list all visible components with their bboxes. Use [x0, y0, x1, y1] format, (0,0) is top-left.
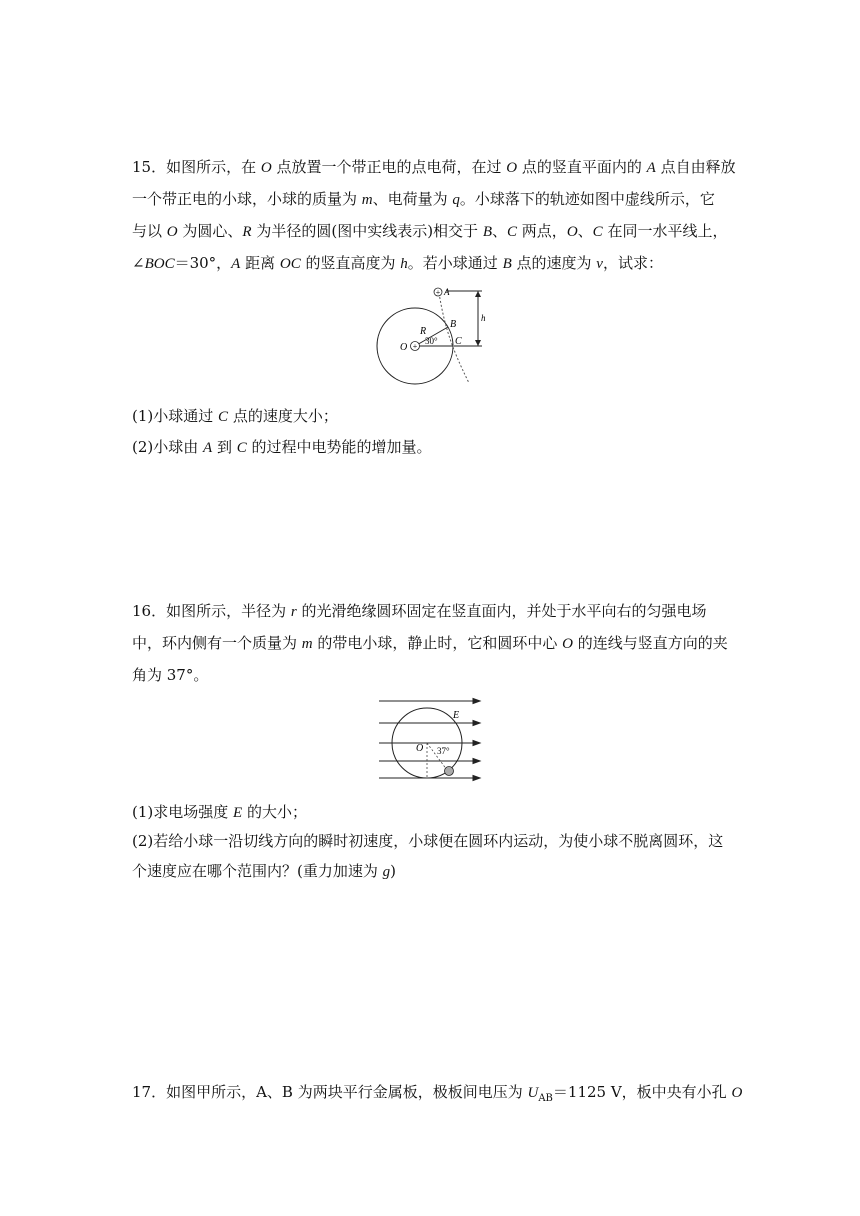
text-run: (2)若给小球一沿切线方向的瞬时初速度，小球便在圆环内运动，为使小球不脱离圆环，这	[132, 832, 724, 850]
text-run: 的过程中电势能的增加量。	[246, 438, 432, 456]
q16-stem	[132, 596, 732, 691]
text-run: 点的速度为	[511, 254, 597, 272]
q15-ball-charge: +	[435, 288, 441, 297]
math-symbol: C	[592, 224, 603, 240]
math-symbol: v	[596, 256, 603, 272]
math-symbol: OC	[279, 256, 301, 272]
text-run: 一个带正电的小球，小球的质量为	[132, 190, 362, 208]
math-symbol: O	[731, 1085, 743, 1101]
math-symbol: q	[452, 192, 460, 208]
text-run: 的连线与竖直方向的夹	[573, 634, 728, 652]
q15-label-B: B	[450, 319, 457, 330]
text-run: 与以	[132, 222, 167, 240]
q16-label-O: O	[416, 743, 424, 754]
text-run: 的光滑绝缘圆环固定在竖直面内，并处于水平向右的匀强电场	[296, 602, 707, 620]
text-run: 距离	[240, 254, 280, 272]
math-symbol: O	[260, 160, 272, 176]
text-run: 16．如图所示，半径为	[132, 602, 291, 620]
text-run: 为半径的圆(图中实线表示)相交于	[251, 222, 483, 240]
text-run: 中，环内侧有一个质量为	[132, 634, 302, 652]
math-symbol: O	[166, 224, 178, 240]
text-line	[132, 797, 732, 829]
text-run: 、	[577, 222, 593, 240]
math-symbol: m	[361, 192, 373, 208]
text-run: ＝30°，	[174, 254, 232, 272]
text-line	[132, 152, 736, 184]
text-run: 。小球落下的轨迹如图中虚线所示，它	[459, 190, 715, 208]
q15-sub2	[132, 432, 732, 464]
q15-label-angle: 30°	[425, 336, 438, 346]
text-line	[132, 628, 732, 660]
q15-label-A: A	[444, 287, 450, 297]
text-line	[132, 1077, 743, 1114]
text-run: 的带电小球，静止时，它和圆环中心	[312, 634, 563, 652]
math-symbol: U	[527, 1085, 539, 1101]
text-run: 、	[492, 222, 508, 240]
text-run: ，试求：	[602, 254, 663, 272]
text-run: 两点，	[517, 222, 567, 240]
math-symbol: h	[400, 256, 408, 272]
math-symbol: O	[566, 224, 578, 240]
text-line	[132, 248, 732, 280]
math-symbol: A	[231, 256, 241, 272]
math-symbol: r	[290, 604, 297, 620]
q15-sub1	[132, 401, 732, 433]
math-symbol: BOC	[144, 256, 175, 272]
math-symbol: C	[218, 409, 229, 425]
text-line	[132, 184, 732, 216]
text-run: 的大小；	[242, 803, 307, 821]
math-symbol: E	[233, 805, 243, 821]
q16-sub2b	[132, 856, 732, 888]
text-line	[132, 826, 732, 857]
text-run: 。若小球通过	[407, 254, 503, 272]
text-line	[132, 660, 732, 691]
math-symbol: C	[236, 440, 247, 456]
q15-label-h: h	[481, 313, 486, 323]
text-run: )	[390, 862, 396, 880]
math-symbol: C	[507, 224, 518, 240]
q15-label-O: O	[400, 342, 408, 353]
q15-label-C: C	[455, 336, 462, 347]
text-run: 在同一水平线上，	[602, 222, 728, 240]
math-symbol: B	[502, 256, 512, 272]
q16-label-E: E	[453, 710, 460, 721]
text-run: 为圆心、	[177, 222, 243, 240]
q15-trajectory	[439, 293, 469, 383]
text-run: 、电荷量为	[372, 190, 453, 208]
q15-figure	[374, 283, 494, 387]
text-run: 点的速度大小；	[228, 407, 338, 425]
text-run: (2)小球由	[132, 438, 204, 456]
text-run: 17．如图甲所示，A、B 为两块平行金属板，极板间电压为	[132, 1083, 528, 1101]
q16-label-angle: 37°	[437, 746, 450, 756]
text-run: ∠	[132, 254, 145, 272]
text-run: (1)小球通过	[132, 407, 219, 425]
text-line	[132, 596, 732, 628]
text-run: 15．如图所示，在	[132, 158, 261, 176]
q16-ball-icon	[445, 767, 454, 776]
text-run: 的竖直高度为	[300, 254, 401, 272]
math-symbol: A	[203, 440, 213, 456]
text-run: 点自由释放	[655, 158, 736, 176]
q16-sub2a	[132, 826, 732, 857]
text-line	[132, 856, 732, 888]
subscript: AB	[538, 1093, 553, 1104]
q15-label-R: R	[420, 326, 427, 337]
q16-sub1	[132, 797, 732, 829]
math-symbol: g	[382, 864, 391, 880]
q16-figure	[376, 697, 486, 783]
q15-stem	[132, 152, 736, 280]
text-run: 点的竖直平面内的	[517, 158, 647, 176]
text-run: ＝1125 V，板中央有小孔	[552, 1083, 732, 1101]
text-run: 角为 37°。	[132, 666, 209, 684]
math-symbol: B	[482, 224, 492, 240]
text-run: 到	[212, 438, 237, 456]
math-symbol: m	[301, 636, 313, 652]
math-symbol: R	[242, 224, 252, 240]
math-symbol: O	[562, 636, 574, 652]
text-line	[132, 216, 732, 248]
text-run: 点放置一个带正电的点电荷，在过	[271, 158, 507, 176]
text-line	[132, 432, 732, 464]
text-run: 个速度应在哪个范围内？(重力加速为	[132, 862, 383, 880]
text-line	[132, 401, 732, 433]
math-symbol: O	[506, 160, 518, 176]
svg-text:+: +	[412, 342, 418, 351]
q17-stem	[132, 1077, 743, 1114]
math-symbol: A	[646, 160, 656, 176]
text-run: (1)求电场强度	[132, 803, 234, 821]
